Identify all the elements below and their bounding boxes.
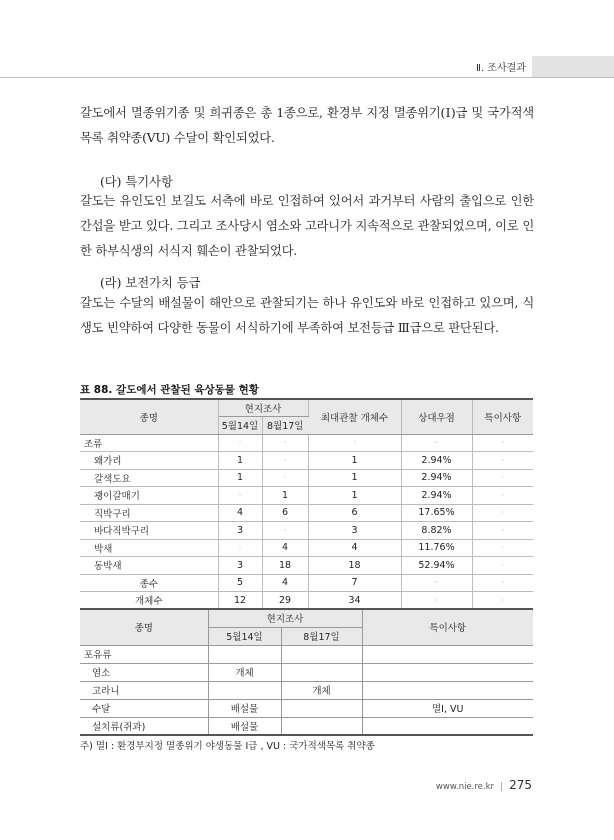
cell: 배설물 bbox=[208, 699, 281, 717]
cell: · bbox=[472, 522, 533, 540]
species-name: 수달 bbox=[80, 699, 208, 717]
cell: · bbox=[472, 487, 533, 505]
cell: 1 bbox=[218, 452, 262, 470]
total-label: 개체수 bbox=[80, 592, 218, 610]
table-row-group bbox=[80, 434, 533, 452]
col-species: 종명 bbox=[80, 609, 208, 645]
cell: · bbox=[472, 574, 533, 592]
table-row bbox=[80, 663, 533, 681]
cell bbox=[281, 717, 362, 735]
page-number: 275 bbox=[509, 778, 532, 792]
cell: 1 bbox=[308, 469, 401, 487]
table-row bbox=[80, 487, 533, 505]
cell: 6 bbox=[308, 504, 401, 522]
cell: 4 bbox=[262, 539, 308, 557]
table-footnote: 주) 멸Ⅰ : 환경부지정 멸종위기 야생동물 Ⅰ급 , VU : 국가적색목록 취약종 bbox=[80, 741, 375, 752]
cell: 개체 bbox=[281, 681, 362, 699]
group-name: 조류 bbox=[80, 434, 218, 452]
species-name: 동박새 bbox=[80, 557, 218, 575]
cell bbox=[208, 681, 281, 699]
cell: · bbox=[472, 504, 533, 522]
cell bbox=[281, 645, 362, 663]
col-survey: 현지조사 bbox=[218, 399, 308, 417]
species-name: 박새 bbox=[80, 539, 218, 557]
cell: 34 bbox=[308, 592, 401, 610]
table-row bbox=[80, 699, 533, 717]
table-row bbox=[80, 522, 533, 540]
table-row bbox=[80, 452, 533, 470]
cell: 11.76% bbox=[401, 539, 472, 557]
cell: 12 bbox=[218, 592, 262, 610]
species-name: 왜가리 bbox=[80, 452, 218, 470]
cell: · bbox=[262, 434, 308, 452]
section-label: Ⅱ. 조사결과 bbox=[470, 56, 532, 77]
cell: · bbox=[472, 557, 533, 575]
cell: · bbox=[308, 434, 401, 452]
cell: 3 bbox=[218, 557, 262, 575]
cell: · bbox=[472, 452, 533, 470]
total-label: 종수 bbox=[80, 574, 218, 592]
cell: · bbox=[262, 452, 308, 470]
cell bbox=[208, 645, 281, 663]
species-name: 설치류(쥐과) bbox=[80, 717, 208, 735]
cell: · bbox=[218, 487, 262, 505]
cell: 4 bbox=[308, 539, 401, 557]
species-name: 고라니 bbox=[80, 681, 208, 699]
cell: 18 bbox=[262, 557, 308, 575]
cell: 5 bbox=[218, 574, 262, 592]
cell: 29 bbox=[262, 592, 308, 610]
table-row-group bbox=[80, 645, 533, 663]
cell: 개체 bbox=[208, 663, 281, 681]
heading-conservation-grade: (라) 보전가치 등급 bbox=[100, 276, 201, 290]
mammal-observation-table bbox=[80, 608, 533, 736]
cell: 7 bbox=[308, 574, 401, 592]
col-notes: 특이사항 bbox=[362, 609, 533, 645]
cell: 18 bbox=[308, 557, 401, 575]
species-name: 직박구리 bbox=[80, 504, 218, 522]
col-max-count: 최대관찰 개체수 bbox=[308, 399, 401, 434]
table-row bbox=[80, 557, 533, 575]
cell: · bbox=[401, 574, 472, 592]
cell: · bbox=[218, 434, 262, 452]
header-rule bbox=[0, 77, 614, 78]
cell: 8.82% bbox=[401, 522, 472, 540]
bird-observation-table bbox=[80, 398, 533, 610]
cell: · bbox=[262, 469, 308, 487]
cell: 1 bbox=[308, 452, 401, 470]
cell: · bbox=[262, 522, 308, 540]
col-relative: 상대우점 bbox=[401, 399, 472, 434]
table-row-total bbox=[80, 592, 533, 610]
table-caption: 표 88. 갈도에서 관찰된 육상동물 현황 bbox=[80, 384, 259, 396]
cell: 1 bbox=[308, 487, 401, 505]
cell: · bbox=[218, 539, 262, 557]
cell: 52.94% bbox=[401, 557, 472, 575]
species-name: 갈색도요 bbox=[80, 469, 218, 487]
footer-separator: | bbox=[500, 782, 504, 792]
cell: 3 bbox=[218, 522, 262, 540]
species-name: 염소 bbox=[80, 663, 208, 681]
cell: 2.94% bbox=[401, 469, 472, 487]
cell bbox=[281, 663, 362, 681]
col-species: 종명 bbox=[80, 399, 218, 434]
cell: 1 bbox=[262, 487, 308, 505]
cell: · bbox=[472, 469, 533, 487]
paragraph-special-notes: 갈도는 유인도인 보길도 서측에 바로 인접하여 있어서 과거부터 사람의 출입으로 인한 간섭을 받고 있다. 그리고 조사당시 염소와 고라니가 지속적으로 관찰되었으며, 이로 인한 하부식생의 서식지 훼손이 관찰되었다. bbox=[80, 194, 534, 258]
col-date2: 8월17일 bbox=[281, 627, 362, 645]
cell: 2.94% bbox=[401, 452, 472, 470]
col-date2: 8월17일 bbox=[262, 417, 308, 435]
cell: 4 bbox=[262, 574, 308, 592]
cell: · bbox=[401, 592, 472, 610]
cell: 4 bbox=[218, 504, 262, 522]
footer-url[interactable]: www.nie.re.kr bbox=[435, 782, 495, 792]
cell: · bbox=[472, 592, 533, 610]
page-footer bbox=[436, 778, 532, 792]
paragraph-endangered: 갈도에서 멸종위기종 및 희귀종은 총 1종으로, 환경부 지정 멸종위기(Ⅰ)급 및 국가적색목록 취약종(VU) 수달이 확인되었다. bbox=[80, 106, 534, 145]
cell: 2.94% bbox=[401, 487, 472, 505]
col-survey: 현지조사 bbox=[208, 609, 362, 627]
cell: 배설물 bbox=[208, 717, 281, 735]
cell: 멸Ⅰ, VU bbox=[362, 699, 533, 717]
col-date1: 5월14일 bbox=[208, 627, 281, 645]
table-row bbox=[80, 469, 533, 487]
cell bbox=[362, 645, 533, 663]
cell: · bbox=[401, 434, 472, 452]
table-row-total bbox=[80, 574, 533, 592]
col-notes: 특이사항 bbox=[472, 399, 533, 434]
heading-special-notes: (다) 특기사항 bbox=[100, 175, 173, 189]
cell: 1 bbox=[218, 469, 262, 487]
cell bbox=[362, 663, 533, 681]
species-name: 괭이갈매기 bbox=[80, 487, 218, 505]
table-row bbox=[80, 717, 533, 735]
cell: · bbox=[472, 434, 533, 452]
col-date1: 5월14일 bbox=[218, 417, 262, 435]
cell: 6 bbox=[262, 504, 308, 522]
paragraph-conservation-grade: 갈도는 수달의 배설물이 해안으로 관찰되기는 하나 유인도와 바로 인접하고 있으며, 식생도 빈약하여 다양한 동물이 서식하기에 부족하여 보전등급 Ⅲ급으로 판단된다. bbox=[80, 296, 534, 335]
species-name: 바다직박구리 bbox=[80, 522, 218, 540]
cell: 17.65% bbox=[401, 504, 472, 522]
cell: · bbox=[472, 539, 533, 557]
table-row bbox=[80, 504, 533, 522]
table-row bbox=[80, 681, 533, 699]
group-name: 포유류 bbox=[80, 645, 208, 663]
table-row bbox=[80, 539, 533, 557]
header-tab bbox=[532, 56, 614, 77]
cell bbox=[362, 681, 533, 699]
cell bbox=[281, 699, 362, 717]
cell bbox=[362, 717, 533, 735]
cell: 3 bbox=[308, 522, 401, 540]
